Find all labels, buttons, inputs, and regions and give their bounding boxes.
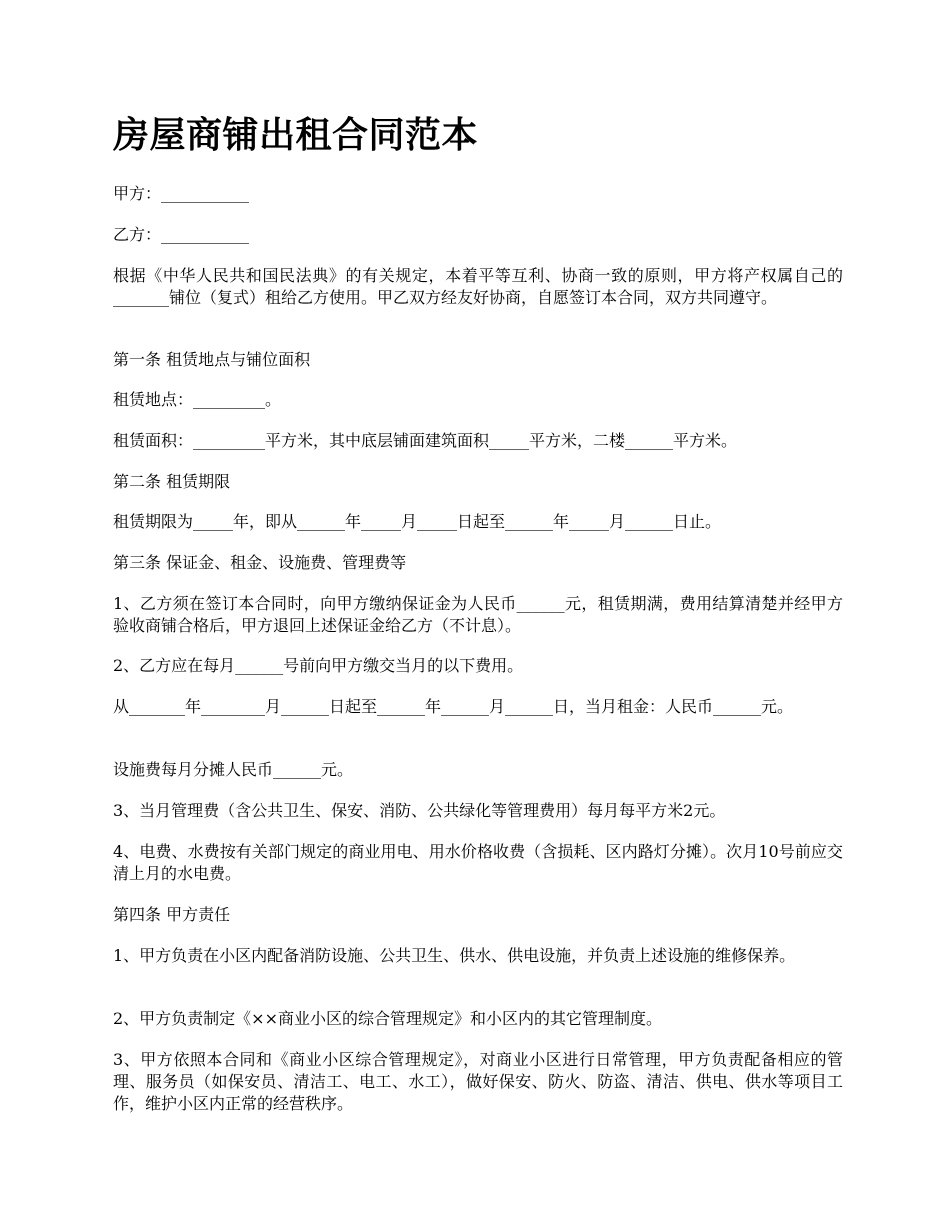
utilities-paragraph: 4、电费、水费按有关部门规定的商业用电、用水价格收费（含损耗、区内路灯分摊）。次月10号前应交清上月的水电费。 — [113, 842, 843, 883]
party-b-line: 乙方：___________ — [113, 225, 250, 244]
article-1-heading: 第一条 租赁地点与铺位面积 — [113, 350, 311, 369]
article-3-heading: 第三条 保证金、租金、设施费、管理费等 — [113, 553, 407, 572]
lessor-duty-3: 3、甲方依照本合同和《商业小区综合管理规定》，对商业小区进行日常管理，甲方负责配备相应的管理、服务员（如保安员、清洁工、电工、水工），做好保安、防火、防盗、清洁、供电、供水等项目工作，维护小区内正常的经营秩序。 — [113, 1050, 843, 1113]
lease-location-line: 租赁地点：_________。 — [113, 390, 282, 409]
lease-term-line: 租赁期限为_____年，即从______年_____月_____日起至______年_____月______日止。 — [113, 512, 722, 531]
preamble-paragraph: 根据《中华人民共和国民法典》的有关规定，本着平等互利、协商一致的原则，甲方将产权属自己的_______铺位（复式）租给乙方使用。甲乙双方经友好协商，自愿签订本合同，双方共同遵守。 — [113, 266, 843, 307]
article-2-heading: 第二条 租赁期限 — [113, 472, 231, 491]
lessor-duty-2: 2、甲方负责制定《××商业小区的综合管理规定》和小区内的其它管理制度。 — [113, 1009, 662, 1028]
rent-period-paragraph: 从_______年________月______日起至______年______月______日，当月租金：人民币______元。 — [113, 697, 794, 716]
deposit-paragraph: 1、乙方须在签订本合同时，向甲方缴纳保证金为人民币______元，租赁期满，费用结算清楚并经甲方验收商铺合格后，甲方退回上述保证金给乙方（不计息）。 — [113, 594, 843, 635]
document-title: 房屋商铺出租合同范本 — [113, 114, 479, 156]
facility-fee-line: 设施费每月分摊人民币______元。 — [113, 760, 354, 779]
lease-area-line: 租赁面积：_________平方米，其中底层铺面建筑面积_____平方米，二楼______平方米。 — [113, 431, 738, 450]
article-4-heading: 第四条 甲方责任 — [113, 905, 231, 924]
lessor-duty-1: 1、甲方负责在小区内配备消防设施、公共卫生、供水、供电设施，并负责上述设施的维修保养。 — [113, 946, 796, 965]
party-a-line: 甲方：___________ — [113, 184, 250, 203]
management-fee-line: 3、当月管理费（含公共卫生、保安、消防、公共绿化等管理费用）每月每平方米2元。 — [113, 801, 726, 820]
monthly-payment-line: 2、乙方应在每月______号前向甲方缴交当月的以下费用。 — [113, 656, 524, 675]
